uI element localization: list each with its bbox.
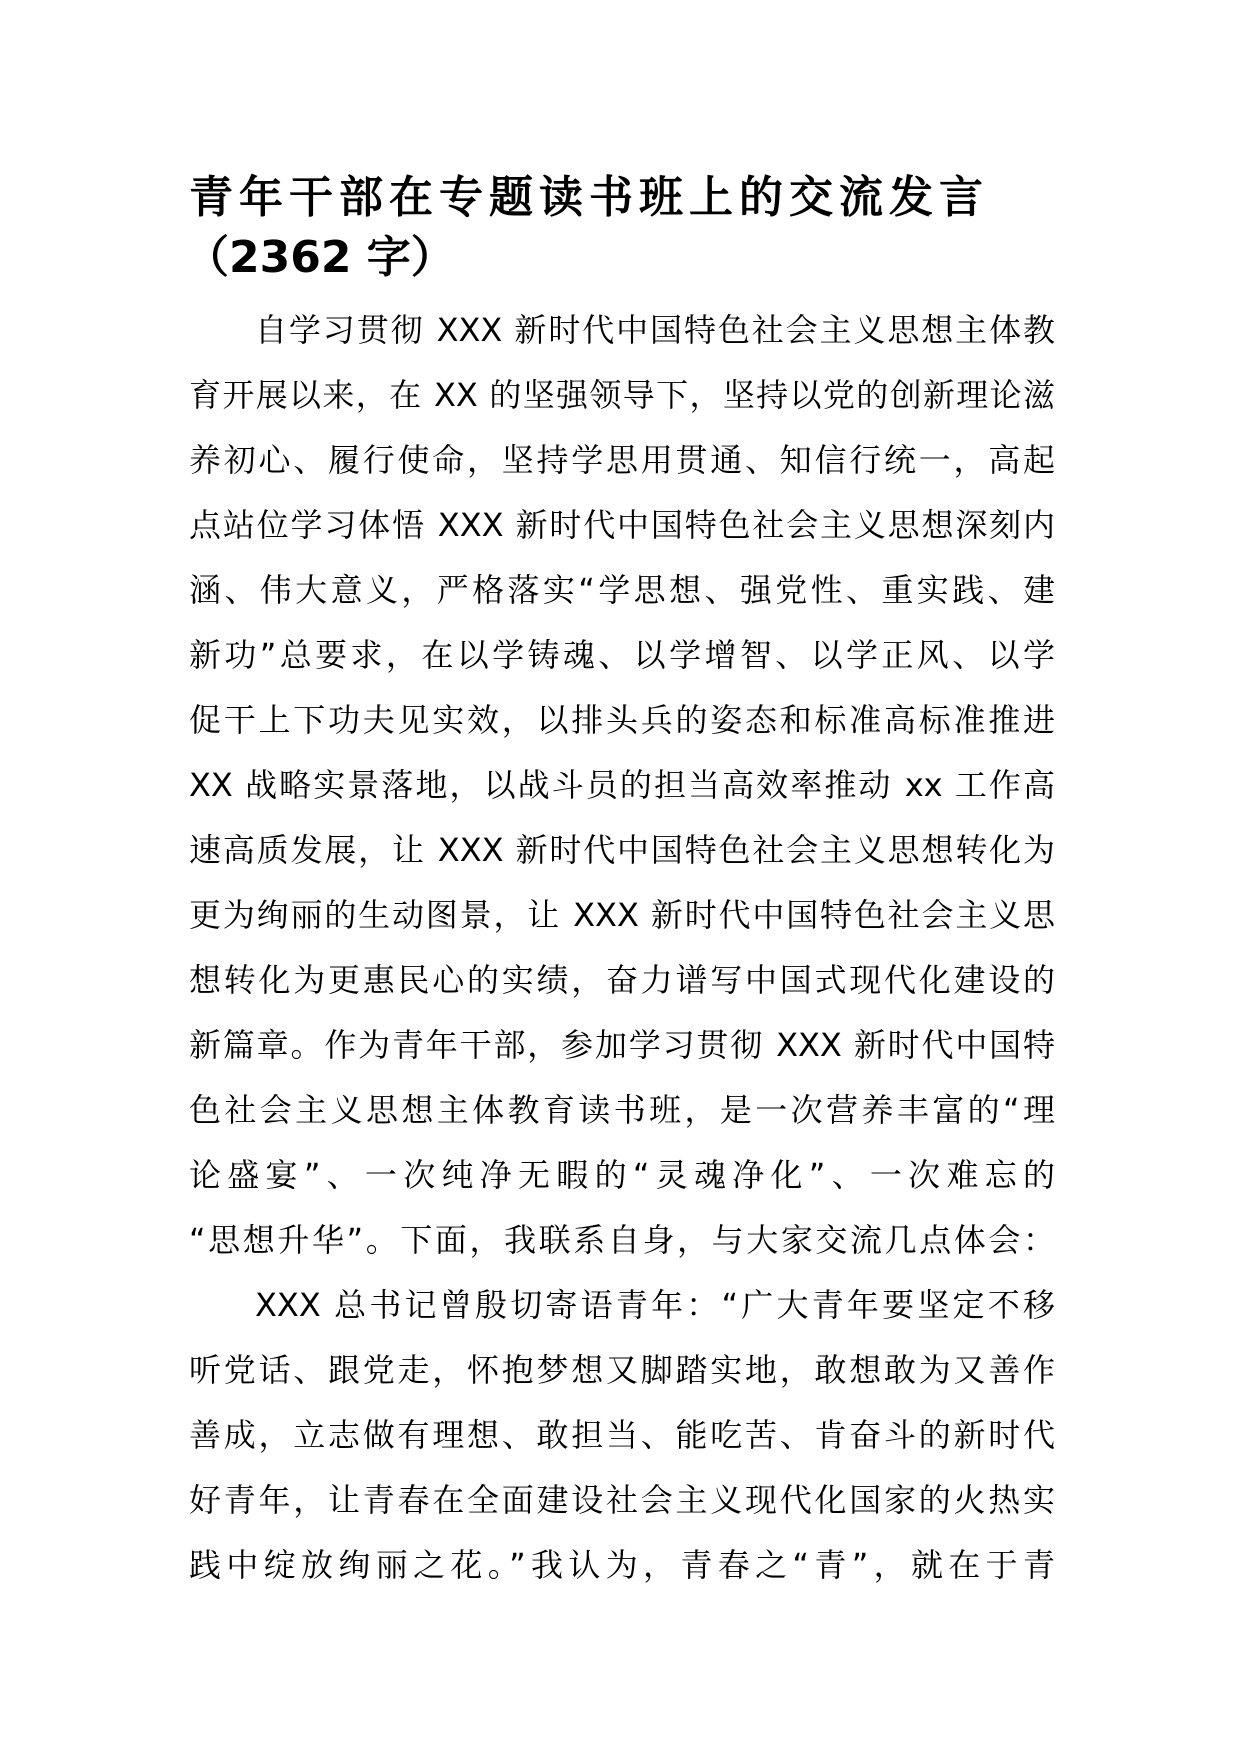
paragraph-line: 涵、伟大意义，严格落实“学思想、强党性、重实践、建 [189,571,1055,609]
document-title [185,168,1069,288]
paragraph-line: 听党话、跟党走，怀抱梦想又脚踏实地，敢想敢为又善作 [189,1351,1055,1389]
paragraph-line: “思想升华”。下面，我联系自身，与大家交流几点体会： [189,1221,1055,1259]
paragraph-line: 更为绚丽的生动图景，让 XXX 新时代中国特色社会主义思 [189,896,1055,934]
paragraph-line: 色社会主义思想主体教育读书班，是一次营养丰富的“理 [189,1091,1055,1129]
paragraph-line: 好青年，让青春在全面建设社会主义现代化国家的火热实 [189,1481,1055,1519]
title-text: 青年干部在专题读书班上的交流发言 [189,172,989,223]
paragraph-line: 养初心、履行使命，坚持学思用贯通、知信行统一，高起 [189,441,1055,479]
paragraph-line: 践中绽放绚丽之花。”我认为，青春之“青”，就在于青 [189,1546,1055,1584]
paragraph-line: 善成，立志做有理想、敢担当、能吃苦、肯奋斗的新时代 [189,1416,1055,1454]
paragraph-line: 速高质发展，让 XXX 新时代中国特色社会主义思想转化为 [189,831,1055,869]
paragraph-line: 论盛宴”、一次纯净无暇的“灵魂净化”、一次难忘的 [189,1156,1055,1194]
paragraph-line: 点站位学习体悟 XXX 新时代中国特色社会主义思想深刻内 [189,506,1055,544]
paragraph-line: 促干上下功夫见实效，以排头兵的姿态和标准高标准推进 [189,701,1055,739]
paragraph-line: 新篇章。作为青年干部，参加学习贯彻 XXX 新时代中国特 [189,1026,1055,1064]
paragraph-line: 想转化为更惠民心的实绩，奋力谱写中国式现代化建设的 [189,961,1055,999]
paragraph-line: 育开展以来，在 XX 的坚强领导下，坚持以党的创新理论滋 [189,376,1055,414]
document-body [189,298,1055,1598]
paragraph-line: XX 战略实景落地，以战斗员的担当高效率推动 xx 工作高 [189,766,1055,804]
paragraph-line: 自学习贯彻 XXX 新时代中国特色社会主义思想主体教 [255,311,1055,349]
paragraph-line: 新功”总要求，在以学铸魂、以学增智、以学正风、以学 [189,636,1055,674]
paragraph-line: XXX 总书记曾殷切寄语青年：“广大青年要坚定不移 [255,1286,1055,1324]
title-word-count: （2362 字） [185,232,455,283]
